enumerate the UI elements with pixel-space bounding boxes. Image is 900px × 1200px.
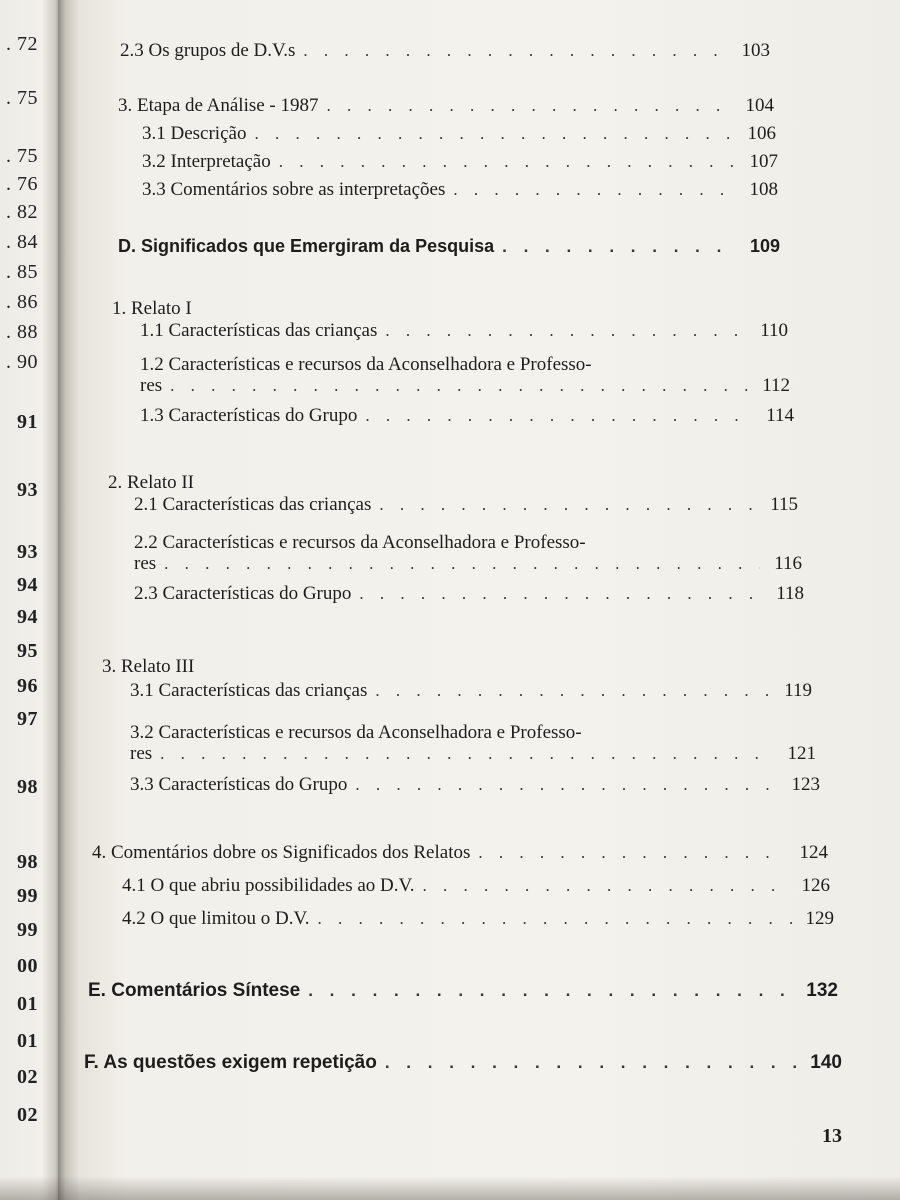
toc-entry <box>140 405 794 427</box>
dot-leader <box>453 180 736 200</box>
left-page-number: 01 <box>17 993 38 1015</box>
dot-leader <box>327 96 732 116</box>
dot-leader <box>318 909 792 929</box>
left-page-number: 97 <box>17 708 38 730</box>
toc-entry-page: 123 <box>791 774 820 795</box>
toc-entry <box>134 494 798 516</box>
toc-entry-title-line: 3.2 Características e recursos da Aconselhadora e Professo- <box>130 722 582 743</box>
toc-entry-title: 3.2 Interpretação <box>142 151 271 172</box>
toc-entry-page: 104 <box>745 95 774 116</box>
toc-entry-title: 3.1 Características das crianças <box>130 680 368 701</box>
dot-leader <box>359 584 762 604</box>
toc-entry-page: 108 <box>749 179 778 200</box>
left-page-number: 02 <box>17 1066 38 1088</box>
left-page-number: . 90 <box>6 351 38 373</box>
left-page-number: 94 <box>17 606 38 628</box>
left-page-number: . 84 <box>6 231 38 253</box>
toc-entry-title: 2.3 Os grupos de D.V.s <box>120 40 296 61</box>
toc-entry <box>142 179 778 201</box>
dot-leader <box>160 744 774 764</box>
toc-entry-title: 3.1 Descrição <box>142 123 247 144</box>
toc-entry-page: 129 <box>805 908 834 929</box>
toc-entry-page: 109 <box>749 236 780 256</box>
toc-entry <box>140 375 790 397</box>
toc-entry <box>130 743 816 765</box>
left-page-number: 99 <box>17 919 38 941</box>
toc-entry <box>130 774 820 796</box>
dot-leader <box>478 843 786 863</box>
left-page-number: . 86 <box>6 291 38 313</box>
toc-entry-title: 4.1 O que abriu possibilidades ao D.V. <box>122 875 415 896</box>
toc-entry-title: 3.3 Características do Grupo <box>130 774 348 795</box>
left-page-number: . 76 <box>6 173 38 195</box>
dot-leader <box>385 1053 800 1073</box>
left-page-number: 93 <box>17 479 38 501</box>
toc-entry-page: 121 <box>787 743 816 764</box>
toc-entry <box>142 123 776 145</box>
dot-leader <box>365 406 752 426</box>
toc-section-entry <box>84 1052 842 1074</box>
dot-leader <box>423 876 788 896</box>
page-number: 13 <box>822 1125 842 1147</box>
toc-entry-page: 115 <box>770 494 798 515</box>
toc-entry-title: 1.1 Características das crianças <box>140 320 378 341</box>
toc-entry-page: 112 <box>762 375 790 396</box>
dot-leader <box>164 554 760 574</box>
toc-entry-title: E. Comentários Síntese <box>88 980 301 1001</box>
dot-leader <box>303 41 728 61</box>
toc-entry-title: res <box>134 553 157 574</box>
left-page-number: . 75 <box>6 145 38 167</box>
toc-entry <box>142 151 778 173</box>
dot-leader <box>379 495 756 515</box>
toc-entry-title: F. As questões exigem repetição <box>84 1052 377 1073</box>
toc-entry <box>122 875 830 897</box>
left-page-number: . 85 <box>6 261 38 283</box>
toc-entry-title: 2.1 Características das crianças <box>134 494 372 515</box>
left-page-number: 02 <box>17 1104 38 1126</box>
bottom-shadow <box>0 1176 900 1200</box>
toc-entry <box>118 95 774 117</box>
toc-entry-page: 132 <box>806 980 838 1001</box>
dot-leader <box>385 321 746 341</box>
dot-leader <box>254 124 734 144</box>
toc-entry-title-line: 2.2 Características e recursos da Aconselhadora e Professo- <box>134 532 586 553</box>
toc-entry-title: 2.3 Características do Grupo <box>134 583 352 604</box>
toc-entry-page: 103 <box>741 40 770 61</box>
toc-entry-page: 114 <box>766 405 794 426</box>
toc-heading: 3. Relato III <box>102 656 195 677</box>
toc-entry-page: 126 <box>801 875 830 896</box>
toc-entry-page: 116 <box>774 553 802 574</box>
left-page-number: 01 <box>17 1030 38 1052</box>
toc-entry-title: res <box>130 743 153 764</box>
toc-entry-title: 4.2 O que limitou o D.V. <box>122 908 310 929</box>
toc-entry-page: 106 <box>747 123 776 144</box>
toc-entry-title: D. Significados que Emergiram da Pesquisa <box>118 236 495 256</box>
left-page-number: . 88 <box>6 321 38 343</box>
left-page-number: . 82 <box>6 201 38 223</box>
left-page-number: 91 <box>17 411 38 433</box>
toc-entry <box>92 842 828 864</box>
toc-section-entry <box>88 980 838 1002</box>
toc-entry <box>134 553 802 575</box>
toc-entry-title: res <box>140 375 163 396</box>
dot-leader <box>375 681 770 701</box>
book-gutter <box>58 0 80 1200</box>
toc-entry-page: 124 <box>799 842 828 863</box>
toc-heading: 2. Relato II <box>108 472 195 493</box>
left-page-number: . 75 <box>6 87 38 109</box>
dot-leader <box>502 237 738 257</box>
toc-entry-title: 3.3 Comentários sobre as interpretações <box>142 179 446 200</box>
left-page-number: . 72 <box>6 33 38 55</box>
left-page-number: 93 <box>17 541 38 563</box>
toc-entry-page: 110 <box>760 320 788 341</box>
toc-entry <box>122 908 834 930</box>
toc-entry <box>120 40 770 62</box>
left-page-number: 98 <box>17 776 38 798</box>
toc-entry-page: 118 <box>776 583 804 604</box>
toc-entry <box>140 320 788 342</box>
left-page-number: 95 <box>17 640 38 662</box>
left-page-number: 94 <box>17 574 38 596</box>
toc-heading: 1. Relato I <box>112 298 192 319</box>
dot-leader <box>355 775 778 795</box>
dot-leader <box>170 376 748 396</box>
toc-entry-page: 119 <box>784 680 812 701</box>
toc-entry-title: 4. Comentários dobre os Significados dos Relatos <box>92 842 471 863</box>
toc-entry-page: 140 <box>810 1052 842 1073</box>
toc-entry <box>130 680 812 702</box>
toc-entry-title: 1.3 Características do Grupo <box>140 405 358 426</box>
left-page-number: 96 <box>17 675 38 697</box>
toc-section-entry <box>118 236 780 257</box>
toc-entry-title-line: 1.2 Características e recursos da Aconselhadora e Professo- <box>140 354 592 375</box>
toc-entry <box>134 583 804 605</box>
toc-entry-page: 107 <box>749 151 778 172</box>
left-page-number: 00 <box>17 955 38 977</box>
toc-entry-title: 3. Etapa de Análise - 1987 <box>118 95 319 116</box>
left-page-number: 99 <box>17 885 38 907</box>
dot-leader <box>279 152 736 172</box>
left-page-number: 98 <box>17 851 38 873</box>
dot-leader <box>308 981 796 1001</box>
